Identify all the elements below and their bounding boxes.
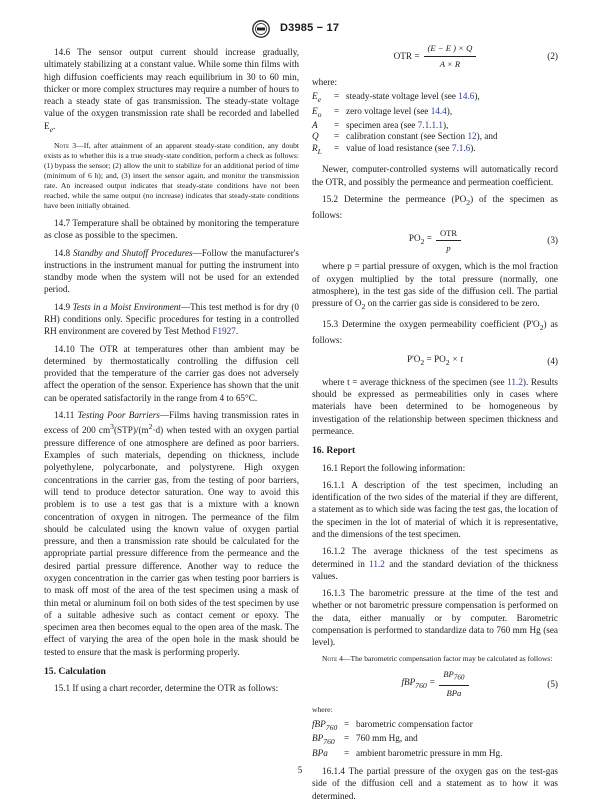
description-end: ), xyxy=(474,91,480,102)
variable-definitions xyxy=(312,91,558,157)
definition-row xyxy=(312,719,558,733)
variable-subscript: 760 xyxy=(323,737,335,747)
variable-symbol: BPa xyxy=(312,747,328,758)
description-text: value of load resistance (see xyxy=(346,142,452,153)
equals-sign: = xyxy=(334,91,340,102)
barometric-definitions xyxy=(312,719,558,759)
definition-row xyxy=(312,748,558,760)
variable-symbol: $E_o$ xyxy=(312,105,322,119)
variable-description: ambient barometric pressure in mm Hg. xyxy=(356,747,503,758)
variable-subscript: L xyxy=(317,146,322,156)
description-end: ), and xyxy=(476,131,498,142)
section-reference-link[interactable]: 14.6 xyxy=(458,91,475,102)
link-11-2[interactable]: 11.2 xyxy=(507,376,523,387)
description-end: ). xyxy=(470,142,476,153)
paragraph-15-2: 15.2 Determine the permeance $(PO_2)$ of the specimen as follows: xyxy=(312,193,558,220)
equals-sign: = xyxy=(344,718,350,729)
variable-symbol: $R_L$ xyxy=(312,142,322,156)
paragraph-16-1-3: 16.1.3 The barometric pressure at the time of the test and whether or not barometric pressure compensation is performed on the data, either manually or by computer. Barometric compensation is performed to standardize data to 760 mm Hg (sea level). xyxy=(312,588,558,648)
equals-sign: = xyxy=(334,105,340,116)
description-text: specimen area (see xyxy=(346,119,418,130)
left-column xyxy=(44,46,299,700)
equation-5: fBP$_{760}$ = $\frac{BP_{760}}{\text{BPa}}$ (5) xyxy=(401,669,558,699)
document-code: D3985 − 17 xyxy=(280,22,340,34)
variable-subscript: 760 xyxy=(325,722,338,732)
section-reference-link[interactable]: 14.4 xyxy=(430,105,447,116)
definition-row xyxy=(312,143,558,157)
paragraph-14-9: 14.9 Tests in a Moist Environment—This test method is for dry (0 RH) conditions only. Specific procedures for testing in a controlled RH environment are covered by Test Method F1927. xyxy=(44,301,299,337)
paragraph-14-7: 14.7 Temperature shall be obtained by monitoring the temperature as close as possible to the specimen. xyxy=(44,217,299,241)
right-column xyxy=(312,40,558,807)
paragraph-newer-systems: Newer, computer-controlled systems will automatically record the OTR, and possibly the permeance and permeation coefficient. xyxy=(312,164,558,187)
definition-row xyxy=(312,733,558,747)
section-reference-link[interactable]: 7.1.1.1 xyxy=(417,119,443,130)
section-reference-link[interactable]: 12 xyxy=(467,131,477,142)
equation-number: (2) xyxy=(547,51,558,61)
link-f1927[interactable]: F1927 xyxy=(212,326,236,337)
definition-row xyxy=(312,120,558,132)
variable-description xyxy=(346,120,558,132)
equals-sign: = xyxy=(344,747,350,758)
variable-description xyxy=(346,106,558,120)
description-text: zero voltage level (see xyxy=(346,105,431,116)
paragraph-16-1-1: 16.1.1 A description of the test specimen, including an identification of the two sides of the material if they are different, a statement as to which side was facing the test gas, the location of the specimen in the lot of material of which it is representative, and the dimensions of the test specimen. xyxy=(312,479,558,539)
paragraph-14-10: 14.10 The OTR at temperatures other than ambient may be determined by thermostatically controlling the diffusion cell provided that the temperature of the carrier gas does not adversely affect the operation of the sensor. Experience has shown that the unit can be operated satisfactorily in the range from 4 to 65°C. xyxy=(44,343,299,403)
description-text: steady-state voltage level (see xyxy=(346,91,459,102)
heading-16-report: 16. Report xyxy=(312,445,356,457)
variable-description: barometric compensation factor xyxy=(356,718,473,729)
astm-logo-icon xyxy=(250,20,272,38)
equals-sign: = xyxy=(334,131,340,142)
paragraph-14-11: 14.11 Testing Poor Barriers—Films having transmission rates in excess of 200 $cm^3(STP)/(m^2\cdot d)$ when tested with an oxygen partial pressure difference of one atmosphere are defined as poor barriers. Examples of such materials, depending on thickness, include polyethylene, polycarbonate, and polystyrene. High oxygen concentrations in the carrier gas, from the testing of poor barriers, will tend to produce detector saturation. One way to avoid this problem is to use a test gas that is a mixture with a known concentration of oxygen in nitrogen. The permeance of the film should be calculated using the known value of oxygen partial pressure, and then a transmission rate should be calculated for the appropriate partial pressure difference from the permeance and the desired partial pressure difference. Another way to reduce the oxygen concentration in the carrier gas when testing poor barriers is to mask off most of the area of the test specimen using a mask of thin metal or aluminum foil on both sides of the test specimen by use of a suitable adhesive such as contact cement or epoxy. The specimen area then becomes equal to the open area of the mask. The effect of varying the area of the open hole in the mask should be tested to ensure that the mask is performing properly. xyxy=(44,410,300,657)
paragraph-16-1: 16.1 Report the following information: xyxy=(322,462,466,473)
definition-row xyxy=(312,91,558,105)
variable-subscript: o xyxy=(317,109,322,119)
description-text: calibration constant (see Section xyxy=(346,131,468,142)
paragraph-where-p: where p = partial pressure of oxygen, which is the mol fraction of oxygen multiplied by the total pressure (normally, one atmosphere), in the test gas side of the diffusion cell. The partial pressure of $O_2$ on the carrier gas side is considered to be zero. xyxy=(312,261,558,312)
paragraph-where-t: where t = average thickness of the specimen (see 11.2). Results should be expressed as permeabilities only in cases where materials have been determined to be homogeneous by investigation of the relationship between specimen thickness and permeance. xyxy=(312,376,558,436)
variable-symbol: fBP$_{760}$ xyxy=(312,718,338,732)
note-4: Note 4—The barometric compensation factor may be calculated as follows: xyxy=(322,653,553,663)
paragraph-14-6: 14.6 The sensor output current should increase gradually, ultimately stabilizing at a constant value. While some thin films with high diffusion coefficients may reach equilibrium in 30 to 60 min, thicker or more complex structures may require a number of hours to reach a steady state of gas transmission. The steady-state voltage value of the oxygen transmission rate shall be recorded and labelled $E_e$. xyxy=(44,47,299,134)
description-end: ), xyxy=(442,119,449,130)
equation-2: OTR = $\frac{(E - E ) \times Q}{A \times R}$ (2) xyxy=(393,43,558,69)
equation-4: $P'O_2 = PO_2 \times t$ (4) xyxy=(407,353,558,367)
variable-description: 760 mm Hg, and xyxy=(356,733,418,744)
note-3: Note 3—If, after attainment of an apparent steady-state condition, any doubt exists as to whether this is a true steady-state condition, perform a check as follows: (1) bypass the sensor; (2) allow the unit to stabilize for an additional period of time (minimum of 6 h); and, (3) insert the sensor again, and monitor the transmission rate. An increased output indicates that steady-state conditions have not been reached, while the same output (no increase) indicates that steady-state conditions have been initially obtained. xyxy=(44,140,299,210)
paragraph-15-3: 15.3 Determine the oxygen permeability coefficient $(P'O_2)$ as follows: xyxy=(312,319,559,346)
variable-symbol: Q xyxy=(312,131,319,142)
description-end: ), xyxy=(446,105,453,116)
variable-description xyxy=(346,131,558,143)
section-reference-link[interactable]: 7.1.6 xyxy=(451,142,471,153)
where-label: where: xyxy=(312,77,337,87)
where-label-2: where: xyxy=(312,704,333,714)
variable-description xyxy=(346,143,558,157)
equals-sign: = xyxy=(334,119,340,130)
heading-15-calculation: 15. Calculation xyxy=(44,666,106,678)
paragraph-16-1-2: 16.1.2 The average thickness of the test specimens as determined in 11.2 and the standard deviation of the thickness values. xyxy=(312,546,558,581)
page-number: 5 xyxy=(297,765,303,775)
paragraph-14-8: 14.8 Standby and Shutoff Procedures—Follow the manufacturer's instructions in the instrument manual for putting the instrument into standby mode when the system will not be used for an extended period. xyxy=(44,247,299,295)
variable-symbol: $E_e$ xyxy=(312,91,322,105)
variable-description xyxy=(346,91,558,105)
paragraph-16-1-4: 16.1.4 The partial pressure of the oxygen gas on the test-gas side of the diffusion cell and a statement as to how it was determined. xyxy=(312,766,558,801)
variable-symbol: $BP_{760}$ xyxy=(312,733,335,747)
equals-sign: = xyxy=(334,142,340,153)
definition-row xyxy=(312,106,558,120)
definition-row xyxy=(312,131,558,143)
equation-3: $PO_2$ = $\frac{\text{OTR}}{p}$ (3) xyxy=(408,227,558,253)
paragraph-15-1: 15.1 If using a chart recorder, determine the OTR as follows: xyxy=(54,683,279,694)
equals-sign: = xyxy=(344,733,350,744)
variable-subscript: e xyxy=(317,95,322,105)
link-11-2b[interactable]: 11.2 xyxy=(369,558,385,569)
variable-symbol: A xyxy=(312,119,318,130)
page-header xyxy=(0,20,600,40)
